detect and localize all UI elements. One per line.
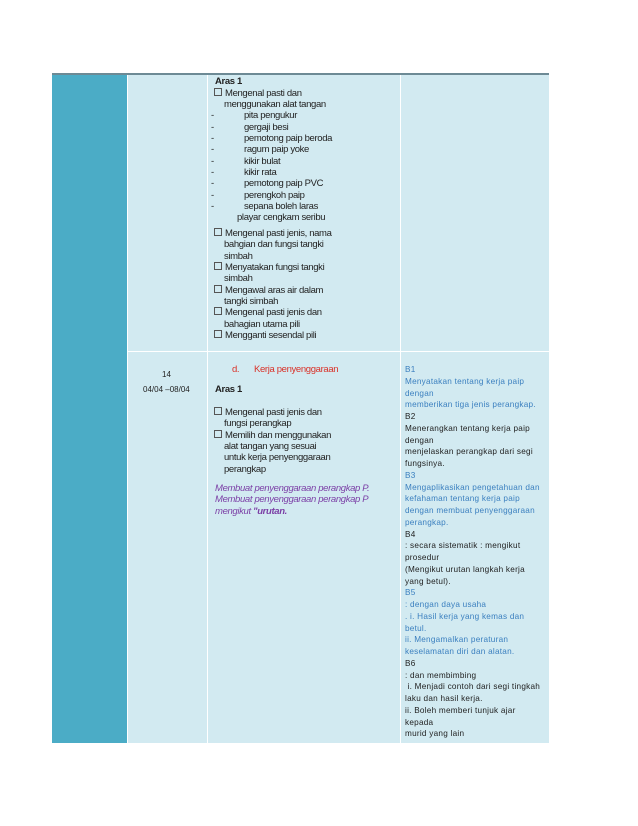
performance-standard-line: kefahaman tentang kerja paip	[405, 494, 520, 504]
performance-standard-line: murid yang lain	[405, 729, 465, 739]
row2-item-text: Mengenal pasti jenis dan	[225, 407, 322, 418]
row1-dash-item: pita pengukur	[244, 110, 298, 122]
row1b-item-text: Mengganti sesendal pili	[225, 330, 317, 342]
row1b-item-text: Mengenal pasti jenis dan	[225, 307, 322, 319]
performance-standard-line: B5	[405, 588, 416, 598]
row1-dash-item: kikir rata	[244, 166, 277, 178]
performance-standard-line: i. Menjadi contoh dari segi tingkah	[405, 682, 541, 692]
performance-standard-line: B2	[405, 412, 416, 421]
maintenance-task-emphasis: "urutan.	[253, 505, 287, 517]
row1b-item-continuation: bahgian dan fungsi tangki	[224, 239, 324, 251]
maintenance-task-line: Membuat penyenggaraan perangkap P.	[215, 483, 370, 494]
row1b-item-text: Menyatakan fungsi tangki	[225, 262, 325, 274]
row1b-item-text: Mengawal aras air dalam	[225, 284, 324, 296]
row1-dash-bullet: -	[211, 110, 214, 122]
row1-dash-bullet: -	[211, 178, 214, 190]
row2-item-continuation: fungsi perangkap	[224, 418, 292, 430]
row1-week-cell	[128, 75, 207, 351]
performance-standard-line: memberikan tiga jenis perangkap.	[405, 400, 536, 410]
performance-standard-line: prosedur	[405, 553, 440, 562]
performance-standard-line: menjelaskan perangkap dari segi	[405, 447, 533, 457]
row1-dash-item: pemotong paip beroda	[244, 132, 333, 144]
row2-checkbox-item	[214, 430, 331, 441]
row1-level-heading: Aras 1	[215, 76, 242, 87]
performance-standard-line: Menerangkan tentang kerja paip	[405, 423, 530, 433]
row2-item-continuation: untuk kerja penyenggaraan	[224, 452, 331, 464]
checkbox-icon	[214, 407, 222, 415]
row2-checkbox-item	[214, 407, 322, 418]
performance-standard-line: Menyatakan tentang kerja paip	[405, 376, 525, 386]
checkbox-icon	[214, 88, 222, 96]
performance-standard-line: dengan	[405, 435, 434, 445]
row2-item-continuation: alat tangan yang sesuai	[224, 441, 317, 453]
performance-standard-line: perangkap.	[405, 517, 449, 527]
performance-standard-line: keselamatan diri dan alatan.	[405, 647, 515, 656]
checkbox-icon	[214, 330, 222, 338]
row1-dash-bullet: -	[211, 166, 214, 178]
week-dates: 04/04 –08/04	[143, 385, 190, 394]
row2-level-heading: Aras 1	[215, 384, 242, 395]
row1b-item-text: Mengenal pasti jenis, nama	[225, 228, 332, 239]
performance-standard-line: : dengan daya usaha	[405, 600, 487, 609]
performance-standard-line: ii. Boleh memberi tunjuk ajar	[405, 705, 516, 715]
checkbox-icon	[214, 307, 222, 315]
performance-standard-line: Mengaplikasikan pengetahuan dan	[405, 482, 540, 492]
row1b-item-continuation: bahagian utama pili	[224, 318, 300, 330]
performance-standard-line: ii. Mengamalkan peraturan	[405, 635, 509, 645]
performance-standard-line: dengan	[405, 388, 434, 398]
performance-standard-line: : secara sistematik : mengikut	[405, 541, 521, 551]
topic-letter: d.	[232, 364, 240, 375]
performance-standard-line: laku dan hasil kerja.	[405, 694, 483, 703]
row1b-checkbox-item	[214, 307, 322, 318]
row1-dash-item: gergaji besi	[244, 121, 289, 133]
performance-standard-line: . i. Hasil kerja yang kemas dan	[405, 611, 525, 621]
topic-title: Kerja penyenggaraan	[254, 364, 339, 375]
row1b-checkbox-item	[214, 285, 323, 296]
row1-dash-bullet: -	[211, 189, 214, 201]
row1b-checkbox-item	[214, 262, 324, 273]
row1-dash-bullet: -	[211, 132, 214, 144]
checkbox-icon	[214, 430, 222, 438]
performance-standard-line: B6	[405, 658, 416, 668]
maintenance-task-line: mengikut "urutan.	[215, 505, 287, 517]
row1-dash-bullet: -	[211, 155, 214, 167]
row1b-item-continuation: simbah	[224, 250, 253, 262]
row2-week-cell	[128, 352, 207, 743]
row1-checkbox-item	[214, 88, 302, 99]
row1b-item-continuation: tangki simbah	[224, 296, 279, 308]
week-number: 14	[162, 370, 171, 379]
row1-dash-item: sepana boleh laras	[244, 201, 318, 212]
row1-standard-cell	[401, 75, 549, 351]
row1b-checkbox-item	[214, 330, 316, 341]
checkbox-icon	[214, 285, 222, 293]
row1-dash-bullet: -	[211, 201, 214, 212]
checkbox-icon	[214, 262, 222, 270]
row1-dash-item: ragum paip yoke	[244, 144, 309, 156]
performance-standard-line: fungsinya.	[405, 459, 445, 468]
performance-standard-line: B4	[405, 529, 416, 539]
row1b-checkbox-item	[214, 228, 332, 239]
performance-standard-line: : dan membimbing	[405, 670, 477, 680]
row1-item-continuation: playar cengkam seribu	[237, 212, 326, 224]
row1-dash-item: pemotong paip PVC	[244, 178, 324, 190]
row1-dash-item: kikir bulat	[244, 155, 281, 167]
performance-standard-line: betul.	[405, 623, 427, 633]
row2-item-continuation: perangkap	[224, 463, 266, 475]
row1-dash-bullet: -	[211, 121, 214, 133]
row1-dash-bullet: -	[211, 144, 214, 156]
table-top-border	[52, 73, 549, 75]
checkbox-icon	[214, 228, 222, 236]
maintenance-task-line: Membuat penyenggaraan perangkap P	[215, 494, 369, 506]
left-column-band	[52, 73, 127, 743]
performance-standard-line: kepada	[405, 717, 434, 727]
row1-dash-item: perengkoh paip	[244, 189, 305, 201]
performance-standard-line: yang betul).	[405, 576, 451, 586]
row1-item-continuation: menggunakan alat tangan	[224, 98, 326, 110]
row2-item-text: Memilih dan menggunakan	[225, 429, 332, 441]
performance-standard-line: (Mengikut urutan langkah kerja	[405, 564, 525, 574]
performance-standard-line: B1	[405, 365, 416, 374]
row1b-item-continuation: simbah	[224, 273, 253, 285]
row1-item-text: Mengenal pasti dan	[225, 87, 302, 99]
performance-standard-line: dengan membuat penyenggaraan	[405, 506, 535, 515]
performance-standard-line: B3	[405, 470, 416, 480]
